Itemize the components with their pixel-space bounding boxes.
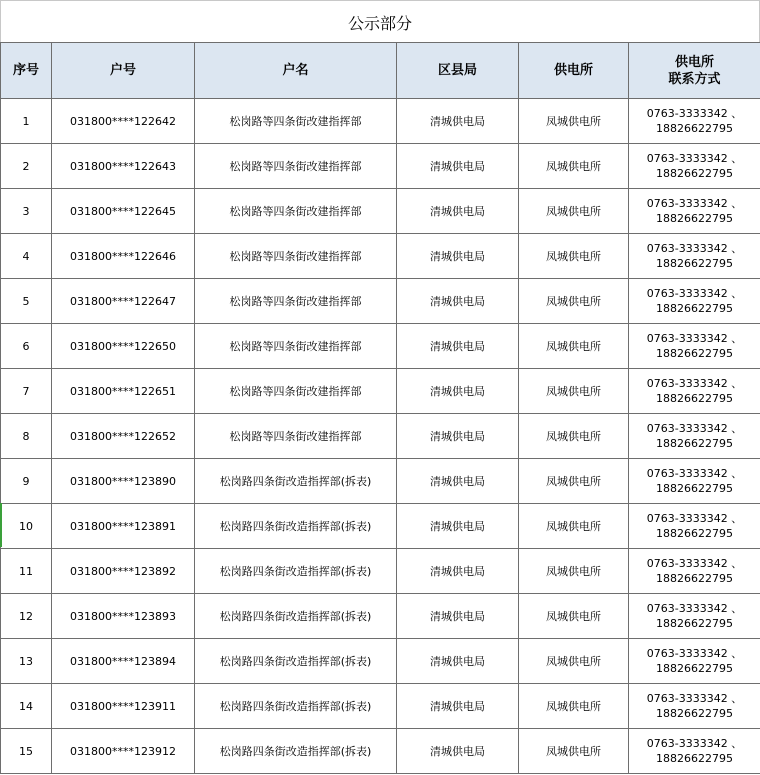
contact-phone2: 18826622795 — [656, 392, 733, 405]
cell-account[interactable]: 031800****122651 — [52, 369, 195, 414]
header-account-name[interactable]: 户名 — [195, 43, 397, 99]
cell-index[interactable]: 1 — [1, 99, 52, 144]
contact-phone1: 0763-3333342 、 — [646, 647, 743, 660]
cell-account[interactable]: 031800****123911 — [52, 684, 195, 729]
cell-supply-station[interactable]: 凤城供电所 — [519, 234, 629, 279]
cell-account-name[interactable]: 松岗路等四条街改建指挥部 — [195, 234, 397, 279]
cell-supply-station[interactable]: 凤城供电所 — [519, 594, 629, 639]
cell-supply-station[interactable]: 凤城供电所 — [519, 369, 629, 414]
sheet-title — [0, 0, 760, 43]
table-row[interactable] — [1, 684, 760, 729]
cell-account-name[interactable]: 松岗路四条街改造指挥部(拆表) — [195, 684, 397, 729]
contact-phone1: 0763-3333342 、 — [646, 287, 743, 300]
cell-district-bureau[interactable]: 清城供电局 — [397, 729, 519, 774]
contact-phone2: 18826622795 — [656, 167, 733, 180]
cell-district-bureau[interactable]: 清城供电局 — [397, 144, 519, 189]
cell-supply-station[interactable]: 凤城供电所 — [519, 144, 629, 189]
table-row[interactable] — [1, 459, 760, 504]
contact-phone2: 18826622795 — [656, 752, 733, 765]
cell-contact[interactable] — [629, 639, 760, 684]
header-district-bureau[interactable]: 区县局 — [397, 43, 519, 99]
table-row[interactable] — [1, 414, 760, 459]
cell-supply-station[interactable]: 凤城供电所 — [519, 729, 629, 774]
cell-index[interactable]: 9 — [1, 459, 52, 504]
notice-table — [0, 42, 760, 774]
header-index[interactable]: 序号 — [1, 43, 52, 99]
cell-account[interactable]: 031800****122650 — [52, 324, 195, 369]
header-contact-line1: 供电所 — [674, 54, 714, 70]
cell-account-name[interactable]: 松岗路等四条街改建指挥部 — [195, 99, 397, 144]
table-row[interactable] — [1, 639, 760, 684]
cell-account[interactable]: 031800****123893 — [52, 594, 195, 639]
cell-index[interactable]: 13 — [1, 639, 52, 684]
cell-contact[interactable] — [629, 234, 760, 279]
cell-account-name[interactable]: 松岗路等四条街改建指挥部 — [195, 369, 397, 414]
cell-district-bureau[interactable]: 清城供电局 — [397, 639, 519, 684]
cell-district-bureau[interactable]: 清城供电局 — [397, 504, 519, 549]
contact-phone1: 0763-3333342 、 — [646, 512, 743, 525]
contact-phone2: 18826622795 — [656, 122, 733, 135]
header-supply-station[interactable]: 供电所 — [519, 43, 629, 99]
table-body — [1, 99, 760, 774]
contact-phone2: 18826622795 — [656, 482, 733, 495]
cell-district-bureau[interactable]: 清城供电局 — [397, 369, 519, 414]
cell-index[interactable]: 2 — [1, 144, 52, 189]
cell-supply-station[interactable]: 凤城供电所 — [519, 684, 629, 729]
cell-contact[interactable] — [629, 324, 760, 369]
contact-phone1: 0763-3333342 、 — [646, 737, 743, 750]
table-row[interactable] — [1, 279, 760, 324]
cell-account-name[interactable]: 松岗路等四条街改建指挥部 — [195, 414, 397, 459]
table-row[interactable] — [1, 99, 760, 144]
cell-district-bureau[interactable]: 清城供电局 — [397, 324, 519, 369]
cell-district-bureau[interactable]: 清城供电局 — [397, 684, 519, 729]
cell-contact[interactable] — [629, 189, 760, 234]
contact-phone2: 18826622795 — [656, 257, 733, 270]
cell-contact[interactable] — [629, 684, 760, 729]
contact-phone2: 18826622795 — [656, 527, 733, 540]
table-row[interactable] — [1, 189, 760, 234]
cell-supply-station[interactable]: 凤城供电所 — [519, 279, 629, 324]
contact-phone2: 18826622795 — [656, 437, 733, 450]
contact-phone2: 18826622795 — [656, 347, 733, 360]
contact-phone1: 0763-3333342 、 — [646, 377, 743, 390]
cell-account[interactable]: 031800****122642 — [52, 99, 195, 144]
cell-contact[interactable] — [629, 549, 760, 594]
cell-index[interactable]: 11 — [1, 549, 52, 594]
table-header-row — [1, 43, 760, 99]
cell-contact[interactable] — [629, 99, 760, 144]
cell-account[interactable]: 031800****122643 — [52, 144, 195, 189]
cell-account[interactable]: 031800****123912 — [52, 729, 195, 774]
cell-contact[interactable] — [629, 144, 760, 189]
table-row[interactable] — [1, 594, 760, 639]
cell-supply-station[interactable]: 凤城供电所 — [519, 99, 629, 144]
cell-contact[interactable] — [629, 594, 760, 639]
contact-phone2: 18826622795 — [656, 662, 733, 675]
contact-phone2: 18826622795 — [656, 302, 733, 315]
cell-index[interactable]: 12 — [1, 594, 52, 639]
cell-contact[interactable] — [629, 504, 760, 549]
cell-index[interactable]: 3 — [1, 189, 52, 234]
cell-account-name[interactable]: 松岗路等四条街改建指挥部 — [195, 189, 397, 234]
cell-supply-station[interactable]: 凤城供电所 — [519, 459, 629, 504]
cell-index[interactable]: 15 — [1, 729, 52, 774]
cell-supply-station[interactable]: 凤城供电所 — [519, 504, 629, 549]
header-account[interactable]: 户号 — [52, 43, 195, 99]
cell-supply-station[interactable]: 凤城供电所 — [519, 414, 629, 459]
table-row[interactable] — [1, 324, 760, 369]
cell-account-name[interactable]: 松岗路四条街改造指挥部(拆表) — [195, 729, 397, 774]
header-contact[interactable] — [629, 43, 760, 99]
cell-contact[interactable] — [629, 279, 760, 324]
cell-account[interactable]: 031800****123892 — [52, 549, 195, 594]
cell-account[interactable]: 031800****122652 — [52, 414, 195, 459]
cell-district-bureau[interactable]: 清城供电局 — [397, 414, 519, 459]
cell-supply-station[interactable]: 凤城供电所 — [519, 189, 629, 234]
cell-account[interactable]: 031800****123891 — [52, 504, 195, 549]
cell-account-name[interactable]: 松岗路四条街改造指挥部(拆表) — [195, 594, 397, 639]
cell-index[interactable]: 6 — [1, 324, 52, 369]
table-row[interactable] — [1, 144, 760, 189]
cell-account-name[interactable]: 松岗路等四条街改建指挥部 — [195, 144, 397, 189]
sheet-title-text: 公示部分 — [347, 13, 412, 33]
cell-contact[interactable] — [629, 729, 760, 774]
cell-index[interactable]: 5 — [1, 279, 52, 324]
cell-contact[interactable] — [629, 369, 760, 414]
cell-supply-station[interactable]: 凤城供电所 — [519, 324, 629, 369]
cell-district-bureau[interactable]: 清城供电局 — [397, 459, 519, 504]
contact-phone1: 0763-3333342 、 — [646, 242, 743, 255]
cell-account[interactable]: 031800****122646 — [52, 234, 195, 279]
contact-phone2: 18826622795 — [656, 707, 733, 720]
cell-index[interactable]: 4 — [1, 234, 52, 279]
contact-phone1: 0763-3333342 、 — [646, 467, 743, 480]
table-row[interactable] — [1, 504, 760, 549]
contact-phone1: 0763-3333342 、 — [646, 107, 743, 120]
cell-district-bureau[interactable]: 清城供电局 — [397, 549, 519, 594]
cell-account[interactable]: 031800****122647 — [52, 279, 195, 324]
contact-phone1: 0763-3333342 、 — [646, 332, 743, 345]
cell-district-bureau[interactable]: 清城供电局 — [397, 594, 519, 639]
cell-district-bureau[interactable]: 清城供电局 — [397, 99, 519, 144]
selected-row-marker — [0, 503, 2, 547]
contact-phone1: 0763-3333342 、 — [646, 692, 743, 705]
cell-district-bureau[interactable]: 清城供电局 — [397, 279, 519, 324]
table-row[interactable] — [1, 234, 760, 279]
cell-index[interactable]: 10 — [1, 504, 52, 549]
table-row[interactable] — [1, 729, 760, 774]
table-row[interactable] — [1, 369, 760, 414]
contact-phone1: 0763-3333342 、 — [646, 557, 743, 570]
contact-phone1: 0763-3333342 、 — [646, 602, 743, 615]
contact-phone2: 18826622795 — [656, 617, 733, 630]
cell-index[interactable]: 8 — [1, 414, 52, 459]
cell-account[interactable]: 031800****123894 — [52, 639, 195, 684]
cell-account-name[interactable]: 松岗路等四条街改建指挥部 — [195, 279, 397, 324]
cell-account-name[interactable]: 松岗路四条街改造指挥部(拆表) — [195, 459, 397, 504]
cell-contact[interactable] — [629, 414, 760, 459]
table-row[interactable] — [1, 549, 760, 594]
cell-index[interactable]: 7 — [1, 369, 52, 414]
contact-phone2: 18826622795 — [656, 572, 733, 585]
cell-contact[interactable] — [629, 459, 760, 504]
header-contact-line2: 联系方式 — [668, 71, 721, 87]
cell-district-bureau[interactable]: 清城供电局 — [397, 234, 519, 279]
cell-index[interactable]: 14 — [1, 684, 52, 729]
cell-account-name[interactable]: 松岗路等四条街改建指挥部 — [195, 324, 397, 369]
cell-supply-station[interactable]: 凤城供电所 — [519, 639, 629, 684]
cell-account[interactable]: 031800****123890 — [52, 459, 195, 504]
contact-phone1: 0763-3333342 、 — [646, 422, 743, 435]
cell-supply-station[interactable]: 凤城供电所 — [519, 549, 629, 594]
contact-phone1: 0763-3333342 、 — [646, 197, 743, 210]
cell-account-name[interactable]: 松岗路四条街改造指挥部(拆表) — [195, 639, 397, 684]
cell-district-bureau[interactable]: 清城供电局 — [397, 189, 519, 234]
cell-account-name[interactable]: 松岗路四条街改造指挥部(拆表) — [195, 504, 397, 549]
cell-account[interactable]: 031800****122645 — [52, 189, 195, 234]
contact-phone1: 0763-3333342 、 — [646, 152, 743, 165]
cell-account-name[interactable]: 松岗路四条街改造指挥部(拆表) — [195, 549, 397, 594]
contact-phone2: 18826622795 — [656, 212, 733, 225]
